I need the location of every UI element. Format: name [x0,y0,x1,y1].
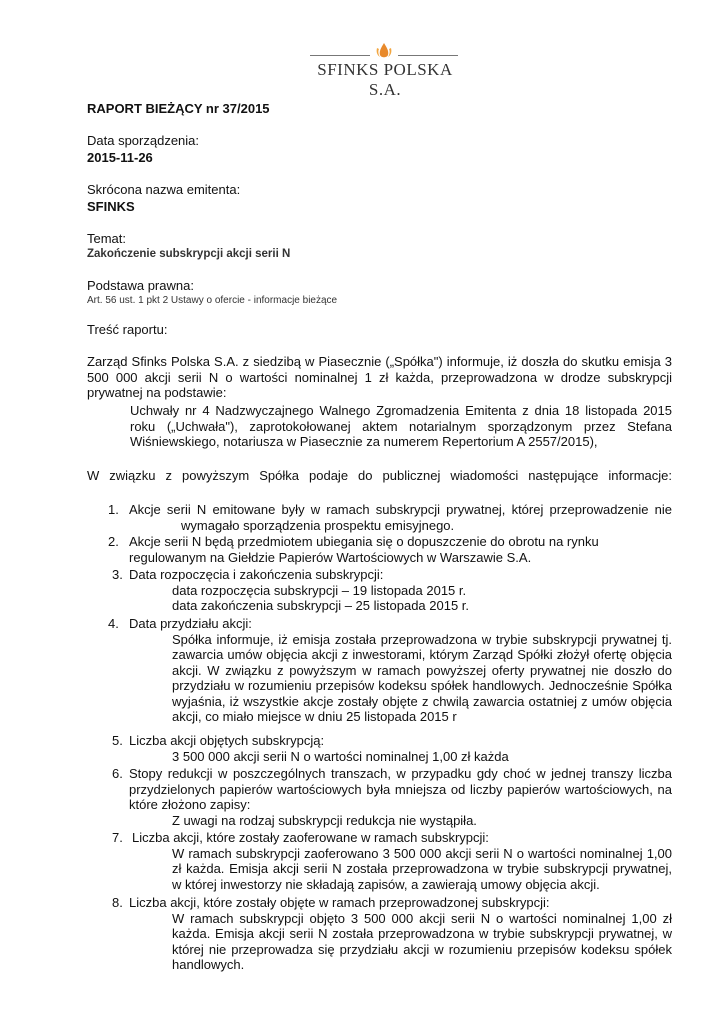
subscription-start-date: data rozpoczęcia subskrypcji – 19 listopada 2015 r. [172,582,467,598]
item-number: 1. [108,502,119,517]
item-text: Liczba akcji objętych subskrypcją: [129,733,325,748]
list-item [108,616,672,725]
item-number: 4. [108,616,119,631]
legal-basis-value: Art. 56 ust. 1 pkt 2 Ustawy o ofercie - informacje bieżące [87,295,338,306]
flame-icon [372,42,396,60]
logo-line-right [398,55,458,56]
subject-label: Temat: [87,231,127,246]
report-title: RAPORT BIEŻĄCY nr 37/2015 [87,101,270,116]
logo-text: SFINKS POLSKA S.A. [317,60,453,99]
item-detail: W ramach subskrypcji objęto 3 500 000 akcji serii N o wartości nominalnej 1,00 zł każda. Emisja akcji serii N została przeprowadzona w trybie subskrypcji prywatnej, w której nie przeprowadza się przydziału akcji w rozumieniu przepisów kodeksu spółek handlowych. [172,910,672,972]
context-paragraph: W związku z powyższym Spółka podaje do publicznej wiadomości następujące informacje: [87,468,672,483]
subject-value: Zakończenie subskrypcji akcji serii N [87,248,291,260]
item-number: 3. [112,567,123,582]
date-label: Data sporządzenia: [87,133,200,148]
item-text: Liczba akcji, które zostały zaoferowane w ramach subskrypcji: [132,830,489,845]
item-text: Stopy redukcji w poszczególnych transzach, w przypadku gdy choć w jednej transzy liczba przydzielonych papierów wartościowych była mniejsza od liczby papierów wartościowych, na które złożono zapisy: [129,766,672,812]
company-logo [310,38,460,99]
item-detail: 3 500 000 akcji serii N o wartości nominalnej 1,00 zł każda [172,748,509,764]
list-item [112,830,672,892]
issuer-label: Skrócona nazwa emitenta: [87,182,241,197]
list-item [112,733,672,764]
subscription-end-date: data zakończenia subskrypcji – 25 listopada 2015 r. [172,598,470,613]
item-text: Data przydziału akcji: [129,616,252,631]
item-number: 7. [112,830,123,845]
logo-line-left [310,55,370,56]
item-detail: W ramach subskrypcji zaoferowano 3 500 000 akcji serii N o wartości nominalnej 1,00 zł każda. Emisja akcji serii N została przeprowadzona w trybie subskrypcji prywatnej, w której inwestorzy nie składają zapisów, a zawierają umowy objęcia akcji. [172,845,672,892]
item-number: 6. [112,766,123,781]
legal-basis-label: Podstawa prawna: [87,278,194,293]
item-detail: Z uwagi na rodzaj subskrypcji redukcja nie wystąpiła. [172,812,477,828]
item-text: Liczba akcji, które zostały objęte w ramach przeprowadzonej subskrypcji: [129,895,550,910]
item-text: Akcje serii N będą przedmiotem ubiegania się o dopuszczenie do obrotu na rynku regulowanym na Giełdzie Papierów Wartościowych w Warszawie S.A. [129,534,599,565]
item-text: Data rozpoczęcia i zakończenia subskrypcji: [129,567,384,582]
item-text: Akcje serii N emitowane były w ramach subskrypcji prywatnej, której przeprowadzenie nie [129,502,672,517]
item-number: 8. [112,895,123,910]
issuer-value: SFINKS [87,199,135,214]
list-item [112,567,672,614]
list-item [112,895,672,973]
item-detail: Spółka informuje, iż emisja została przeprowadzona w trybie subskrypcji prywatnej tj. zawarcia umów objęcia akcji z inwestorami, którym Zarząd Spółki złożył ofertę objęcia akcji. W związku z powyższym w ramach powyższej oferty prywatnej nie doszło do przydziału w rozumieniu przepisów kodeksu spółek handlowych. Jednocześnie Spółka wyjaśnia, iż wszystkie akcje zostały objęte z chwilą zawarcia ostatniej z umów objęcia akcji, co miało miejsce w dniu 25 listopada 2015 r [172,631,672,724]
list-item [112,766,672,828]
list-item [108,534,672,565]
list-item [108,502,672,533]
item-number: 5. [112,733,123,748]
item-number: 2. [108,534,119,549]
intro-paragraph: Zarząd Sfinks Polska S.A. z siedzibą w Piasecznie („Spółka") informuje, iż doszła do skutku emisja 3 500 000 akcji serii N o wartości nominalnej 1 zł każda, przeprowadzona w drodze subskrypcji prywatnej na podstawie: [87,354,672,400]
item-text-continued: wymagało sporządzenia prospektu emisyjnego. [181,517,455,533]
content-label: Treść raportu: [87,322,168,337]
date-value: 2015-11-26 [87,150,153,165]
resolution-paragraph: Uchwały nr 4 Nadzwyczajnego Walnego Zgromadzenia Emitenta z dnia 18 listopada 2015 roku („Uchwała"), zaprotokołowanej aktem notarialnym sporządzonym przez Stefana Wiśniewskiego, notariusza w Piasecznie za numerem Repertorium A 2557/2015), [130,403,672,449]
